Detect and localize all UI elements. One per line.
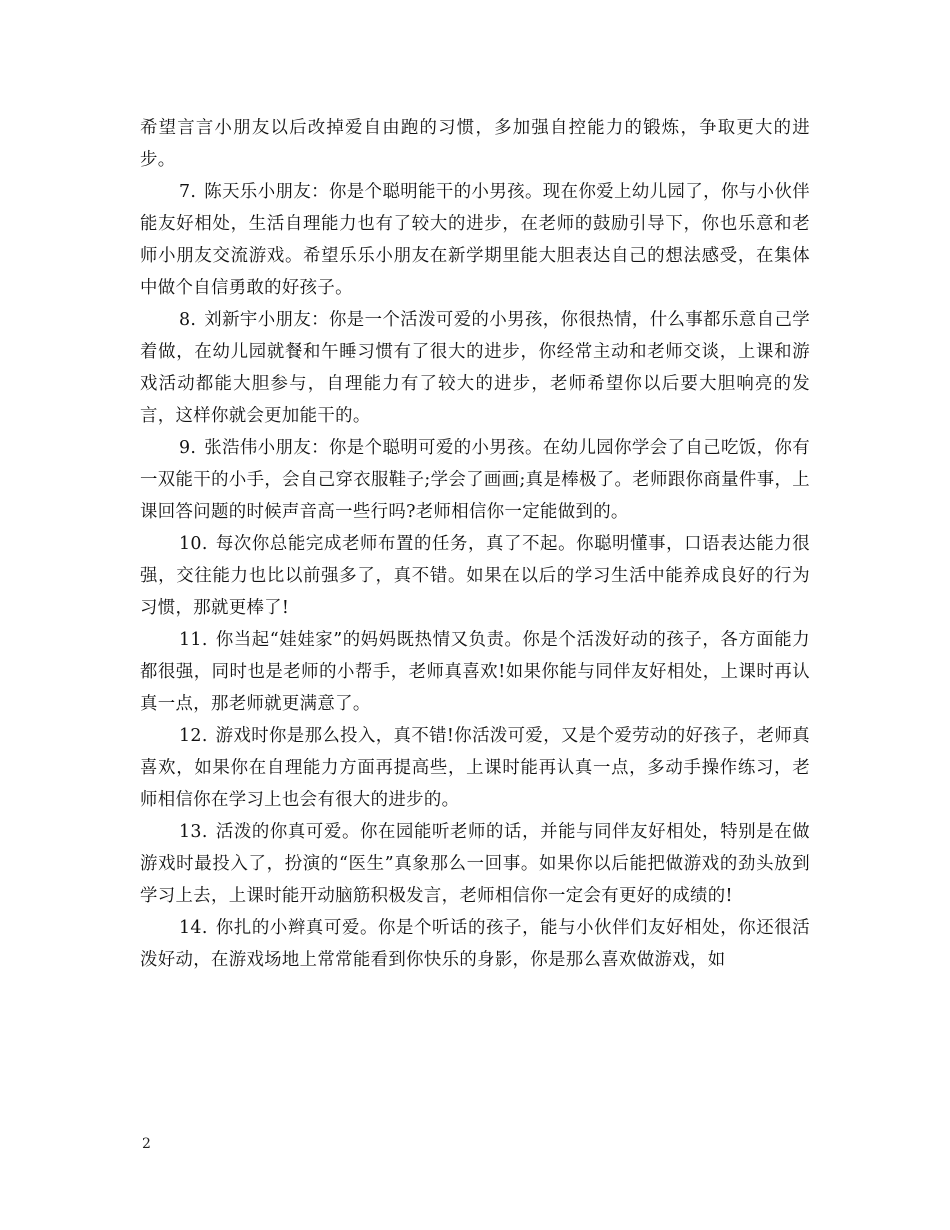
paragraph-item-14 — [140, 912, 810, 976]
paragraph-number: 13. — [179, 822, 208, 842]
paragraph-text: 你当起“娃娃家”的妈妈既热情又负责。你是个活泼好动的孩子，各方面能力都很强，同时也是老师的小帮手，老师真喜欢!如果你能与同伴友好相处，上课时再认真一点，那老师就更满意了。 — [140, 630, 810, 714]
paragraph-number: 14. — [179, 918, 208, 938]
document-body — [140, 112, 810, 976]
paragraph-number: 8. — [179, 310, 197, 330]
paragraph-text: 游戏时你是那么投入，真不错!你活泼可爱，又是个爱劳动的好孩子，老师真喜欢，如果你在自理能力方面再提高些，上课时能再认真一点，多动手操作练习，老师相信你在学习上也会有很大的进步的。 — [140, 726, 810, 810]
page-number: 2 — [142, 1136, 151, 1152]
paragraph-text: 张浩伟小朋友：你是个聪明可爱的小男孩。在幼儿园你学会了自己吃饭，你有一双能干的小手，会自己穿衣服鞋子;学会了画画;真是棒极了。老师跟你商量件事，上课回答问题的时候声音高一些行吗?老师相信你一定能做到的。 — [140, 438, 810, 522]
paragraph-number: 12. — [179, 726, 208, 746]
paragraph-continuation — [140, 112, 810, 176]
paragraph-text: 你扎的小辫真可爱。你是个听话的孩子，能与小伙伴们友好相处，你还很活泼好动，在游戏场地上常常能看到你快乐的身影，你是那么喜欢做游戏，如 — [140, 918, 810, 970]
paragraph-item-10 — [140, 528, 810, 624]
paragraph-number: 10. — [179, 534, 208, 554]
paragraph-item-11 — [140, 624, 810, 720]
paragraph-number: 11. — [179, 630, 208, 650]
paragraph-text: 陈天乐小朋友：你是个聪明能干的小男孩。现在你爱上幼儿园了，你与小伙伴能友好相处，生活自理能力也有了较大的进步，在老师的鼓励引导下，你也乐意和老师小朋友交流游戏。希望乐乐小朋友在新学期里能大胆表达自己的想法感受，在集体中做个自信勇敢的好孩子。 — [140, 182, 810, 298]
paragraph-item-7 — [140, 176, 810, 304]
paragraph-number: 7. — [179, 182, 197, 202]
paragraph-item-13 — [140, 816, 810, 912]
paragraph-text: 刘新宇小朋友：你是一个活泼可爱的小男孩，你很热情，什么事都乐意自己学着做，在幼儿园就餐和午睡习惯有了很大的进步，你经常主动和老师交谈，上课和游戏活动都能大胆参与，自理能力有了较大的进步，老师希望你以后要大胆响亮的发言，这样你就会更加能干的。 — [140, 310, 810, 426]
paragraph-text: 活泼的你真可爱。你在园能听老师的话，并能与同伴友好相处，特别是在做游戏时最投入了，扮演的“医生”真象那么一回事。如果你以后能把做游戏的劲头放到学习上去，上课时能开动脑筋积极发言，老师相信你一定会有更好的成绩的! — [140, 822, 810, 906]
paragraph-item-8 — [140, 304, 810, 432]
paragraph-item-12 — [140, 720, 810, 816]
paragraph-number: 9. — [179, 438, 197, 458]
paragraph-item-9 — [140, 432, 810, 528]
paragraph-text: 希望言言小朋友以后改掉爱自由跑的习惯，多加强自控能力的锻炼，争取更大的进步。 — [140, 118, 810, 170]
paragraph-text: 每次你总能完成老师布置的任务，真了不起。你聪明懂事，口语表达能力很强，交往能力也比以前强多了，真不错。如果在以后的学习生活中能养成良好的行为习惯，那就更棒了! — [140, 534, 810, 618]
